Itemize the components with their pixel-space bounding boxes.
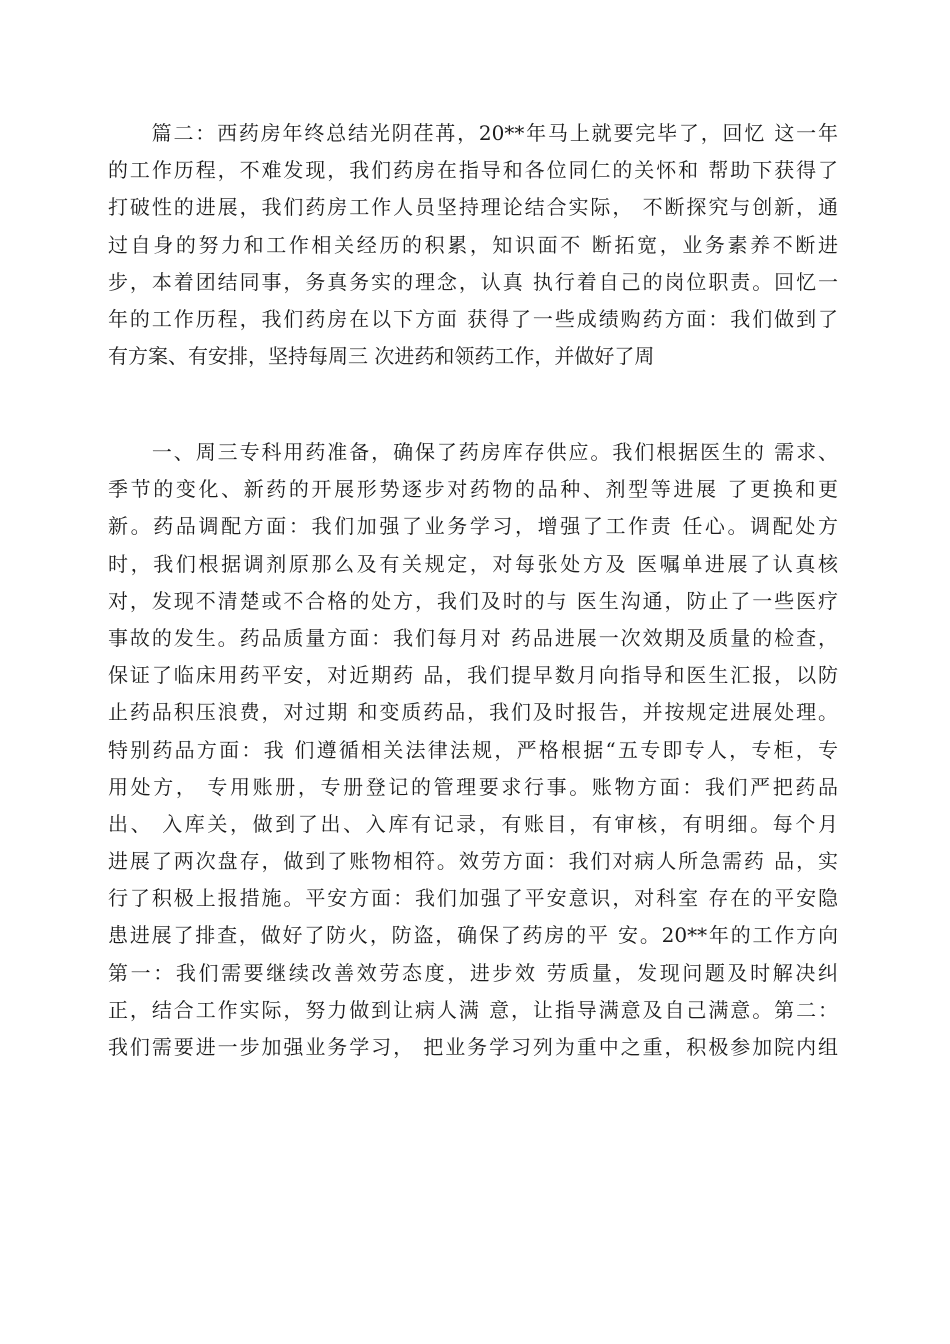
text-line: 我们需要进一步加强业务学习， 把业务学习列为重中之重，积极参加院内组 [108,1035,838,1059]
text-line: 新。药品调配方面：我们加强了业务学习，增强了工作责 任心。调配处方 [108,514,838,539]
text-line: 患进展了排查，做好了防火，防盗，确保了药房的平 安。20**年的工作方向 [108,923,838,948]
text-line: 年的工作历程，我们药房在以下方面 获得了一些成绩购药方面：我们做到了 [108,306,838,331]
text-line: 季节的变化、新药的开展形势逐步对药物的品种、剂型等进展 了更换和更 [108,477,838,502]
text-line: 第一：我们需要继续改善效劳态度，进步效 劳质量，发现问题及时解决纠 [108,960,838,985]
text-line: 事故的发生。药品质量方面：我们每月对 药品进展一次效期及质量的检查， [108,625,838,650]
text-line: 一、周三专科用药准备，确保了药房库存供应。我们根据医生的 需求、 [108,440,838,464]
text-line: 时，我们根据调剂原那么及有关规定，对每张处方及 医嘱单进展了认真核 [108,551,838,576]
text-line: 出、 入库关，做到了出、入库有记录，有账目，有审核，有明细。每个月 [108,811,838,836]
text-line: 行了积极上报措施。平安方面：我们加强了平安意识，对科室 存在的平安隐 [108,886,838,911]
text-line: 打破性的进展，我们药房工作人员坚持理论结合实际， 不断探究与创新，通 [108,195,838,220]
text-line: 步，本着团结同事，务真务实的理念，认真 执行着自己的岗位职责。回忆一 [108,269,838,294]
text-line: 对，发现不清楚或不合格的处方，我们及时的与 医生沟通，防止了一些医疗 [108,588,838,613]
text-line: 进展了两次盘存，做到了账物相符。效劳方面：我们对病人所急需药 品，实 [108,849,838,874]
text-line: 保证了临床用药平安，对近期药 品，我们提早数月向指导和医生汇报，以防 [108,663,838,688]
text-line: 止药品积压浪费，对过期 和变质药品，我们及时报告，并按规定进展处理。 [108,700,838,725]
text-line: 的工作历程，不难发现，我们药房在指导和各位同仁的关怀和 帮助下获得了 [108,158,838,183]
paragraph-2 [108,434,838,1066]
text-line: 篇二：西药房年终总结光阴荏苒，20**年马上就要完毕了，回忆 这一年 [108,121,838,145]
text-line: 用处方， 专用账册，专册登记的管理要求行事。账物方面：我们严把药品 [108,774,838,799]
text-line: 特别药品方面：我 们遵循相关法律法规，严格根据“五专即专人，专柜，专 [108,737,838,762]
text-line: 正，结合工作实际，努力做到让病人满 意，让指导满意及自己满意。第二： [108,997,838,1022]
paragraph-1 [108,115,838,375]
text-line: 有方案、有安排，坚持每周三 次进药和领药工作，并做好了周 [108,344,655,369]
text-line: 过自身的努力和工作相关经历的积累，知识面不 断拓宽，业务素养不断进 [108,232,838,257]
